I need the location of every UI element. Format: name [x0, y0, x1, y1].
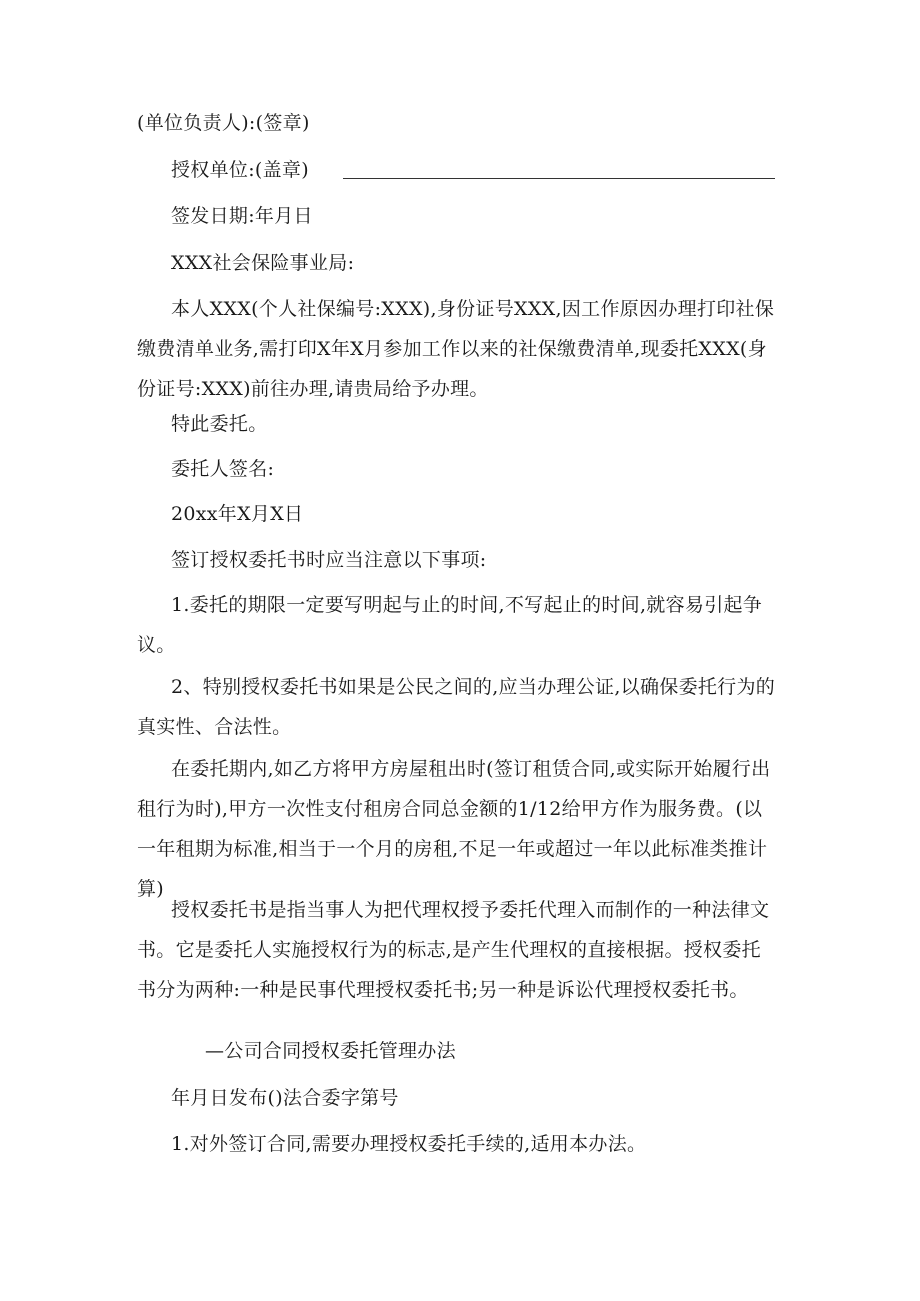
section-title: —公司合同授权委托管理办法: [205, 1040, 456, 1062]
addressee-line: XXX社会保险事业局:: [171, 252, 355, 274]
principal-signature-line: 委托人签名:: [171, 458, 275, 480]
issue-date-line: 签发日期:年月日: [171, 205, 313, 227]
definition-paragraph: 授权委托书是指当事人为把代理权授予委托代理入而制作的一种法律文书。它是委托人实施授权行为的标志,是产生代理权的直接根据。授权委托书分为两种:一种是民事代理授权委托书;另一种是诉讼代理授权委托书。: [137, 899, 770, 1001]
rent-paragraph: 在委托期内,如乙方将甲方房屋租出时(签订租赁合同,或实际开始履行出租行为时),甲方一次性支付租房合同总金额的1/12给甲方作为服务费。(以一年租期为标准,相当于一个月的房租,不足一年或超过一年以此标准类推计算): [137, 758, 771, 900]
article-1: 1.对外签订合同,需要办理授权委托手续的,适用本办法。: [171, 1133, 647, 1155]
body-paragraph: 本人XXX(个人社保编号:XXX),身份证号XXX,因工作原因办理打印社保缴费清单业务,需打印X年X月参加工作以来的社保缴费清单,现委托XXX(身份证号:XXX)前往办理,请贵局给予办理。: [137, 298, 775, 400]
authorizing-unit-label: 授权单位:(盖章): [171, 159, 309, 181]
notes-heading: 签订授权委托书时应当注意以下事项:: [171, 549, 487, 571]
date-line: 20xx年X月X日: [171, 503, 304, 525]
publish-line: 年月日发布()法合委字第号: [171, 1087, 399, 1109]
authorizing-unit-underline: [343, 178, 775, 179]
note-1: 1.委托的期限一定要写明起与止的时间,不写起止的时间,就容易引起争议。: [137, 594, 763, 656]
note-2: 2、特别授权委托书如果是公民之间的,应当办理公证,以确保委托行为的真实性、合法性。: [137, 676, 776, 738]
signer-line: (单位负责人):(签章): [137, 112, 310, 134]
closing-line: 特此委托。: [171, 413, 268, 435]
